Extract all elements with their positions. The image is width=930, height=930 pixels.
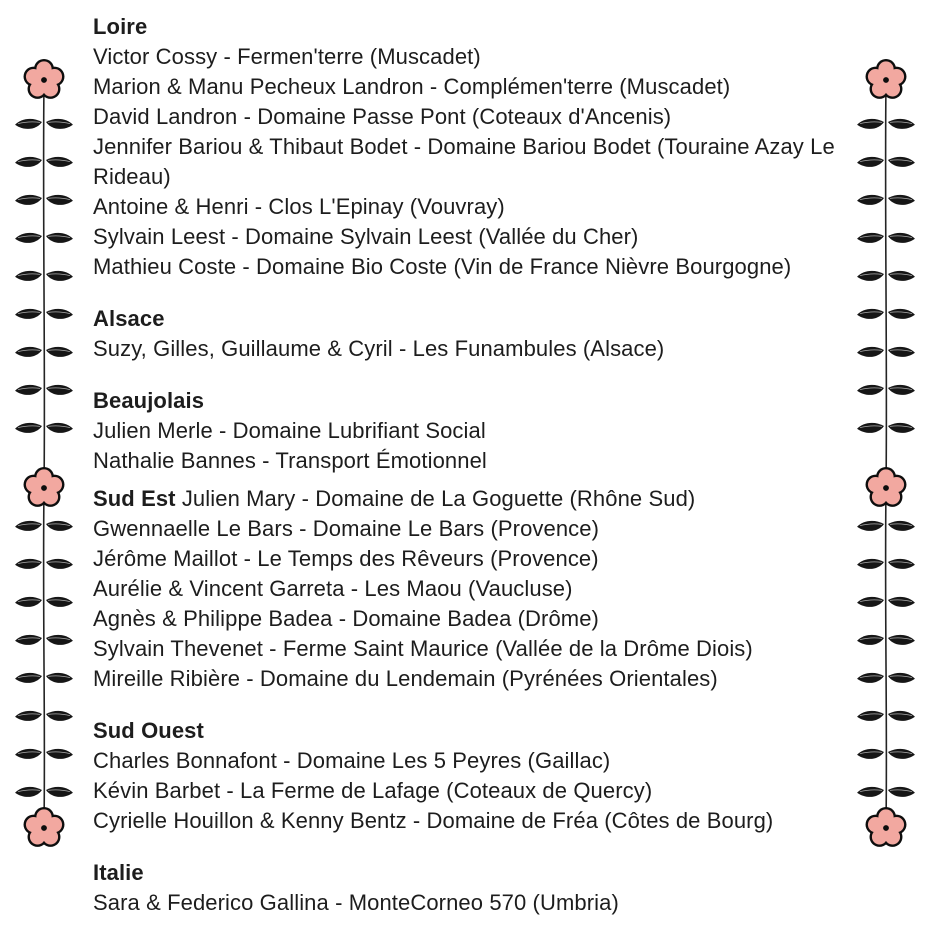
region-section-loire xyxy=(93,12,841,282)
producer-entry: Sylvain Leest - Domaine Sylvain Leest (Vallée du Cher) xyxy=(93,224,639,249)
producer-line xyxy=(93,806,841,836)
producer-entry: David Landron - Domaine Passe Pont (Coteaux d'Ancenis) xyxy=(93,104,672,129)
producer-line xyxy=(93,334,841,364)
producer-line xyxy=(93,776,841,806)
producer-entry: Mathieu Coste - Domaine Bio Coste (Vin de France Nièvre Bourgogne) xyxy=(93,254,792,279)
region-title: Beaujolais xyxy=(93,388,205,413)
producer-entry: Julien Mary - Domaine de La Goguette (Rhône Sud) xyxy=(181,486,696,511)
producer-line xyxy=(93,634,841,664)
region-title: Italie xyxy=(93,860,144,885)
flower-vine-right xyxy=(856,0,920,930)
vine-stem xyxy=(886,82,887,824)
region-section-italie xyxy=(93,858,841,918)
region-title: Alsace xyxy=(93,306,165,331)
flower-vine-border-right xyxy=(856,0,920,930)
producer-entry: Agnès & Philippe Badea - Domaine Badea (Drôme) xyxy=(93,606,599,631)
producer-entry: Charles Bonnafont - Domaine Les 5 Peyres (Gaillac) xyxy=(93,748,611,773)
region-section-alsace xyxy=(93,304,841,364)
producer-line xyxy=(93,604,841,634)
producer-line xyxy=(93,746,841,776)
producer-entry: Antoine & Henri - Clos L'Epinay (Vouvray) xyxy=(93,194,505,219)
producer-entry: Gwennaelle Le Bars - Domaine Le Bars (Provence) xyxy=(93,516,600,541)
region-section-sud-est xyxy=(93,484,841,694)
producer-line xyxy=(93,664,841,694)
producer-line xyxy=(93,132,841,192)
producer-line xyxy=(93,416,841,446)
producer-line xyxy=(93,72,841,102)
producer-line xyxy=(93,192,841,222)
producer-entry: Jennifer Bariou & Thibaut Bodet - Domaine Bariou Bodet (Touraine Azay Le Rideau) xyxy=(93,134,835,189)
producer-entry: Suzy, Gilles, Guillaume & Cyril - Les Funambules (Alsace) xyxy=(93,336,665,361)
producer-entry: Cyrielle Houillon & Kenny Bentz - Domaine de Fréa (Côtes de Bourg) xyxy=(93,808,774,833)
producer-entry: Kévin Barbet - La Ferme de Lafage (Coteaux de Quercy) xyxy=(93,778,653,803)
flower-vine-left xyxy=(14,0,78,930)
producer-entry: Mireille Ribière - Domaine du Lendemain (Pyrénées Orientales) xyxy=(93,666,718,691)
producer-line xyxy=(93,446,841,476)
producer-list xyxy=(93,12,841,918)
producer-entry: Aurélie & Vincent Garreta - Les Maou (Vaucluse) xyxy=(93,576,573,601)
producer-line xyxy=(93,42,841,72)
region-section-sud-ouest xyxy=(93,716,841,836)
producer-line xyxy=(93,102,841,132)
producer-entry: Marion & Manu Pecheux Landron - Complémen'terre (Muscadet) xyxy=(93,74,731,99)
flower-icon xyxy=(866,807,907,847)
producer-line xyxy=(93,888,841,918)
producer-line xyxy=(93,514,841,544)
flower-icon xyxy=(866,467,907,507)
flower-vine-border-left xyxy=(14,0,78,930)
producer-entry: Sara & Federico Gallina - MonteCorneo 570 (Umbria) xyxy=(93,890,619,915)
producer-line xyxy=(93,222,841,252)
flower-icon xyxy=(24,59,65,99)
producer-entry: Sylvain Thevenet - Ferme Saint Maurice (Vallée de la Drôme Diois) xyxy=(93,636,753,661)
producer-line xyxy=(93,252,841,282)
producer-line xyxy=(93,544,841,574)
producer-entry: Nathalie Bannes - Transport Émotionnel xyxy=(93,448,487,473)
producer-entry: Victor Cossy - Fermen'terre (Muscadet) xyxy=(93,44,481,69)
vine-stem xyxy=(44,82,45,824)
producer-entry: Julien Merle - Domaine Lubrifiant Social xyxy=(93,418,486,443)
producer-entry: Jérôme Maillot - Le Temps des Rêveurs (Provence) xyxy=(93,546,599,571)
region-title: Loire xyxy=(93,14,148,39)
region-section-beaujolais xyxy=(93,386,841,476)
producer-line xyxy=(93,574,841,604)
producer-line xyxy=(93,484,841,514)
flower-icon xyxy=(24,807,65,847)
flower-icon xyxy=(866,59,907,99)
flower-icon xyxy=(24,467,65,507)
region-title: Sud Ouest xyxy=(93,718,204,743)
region-title: Sud Est xyxy=(93,486,176,511)
